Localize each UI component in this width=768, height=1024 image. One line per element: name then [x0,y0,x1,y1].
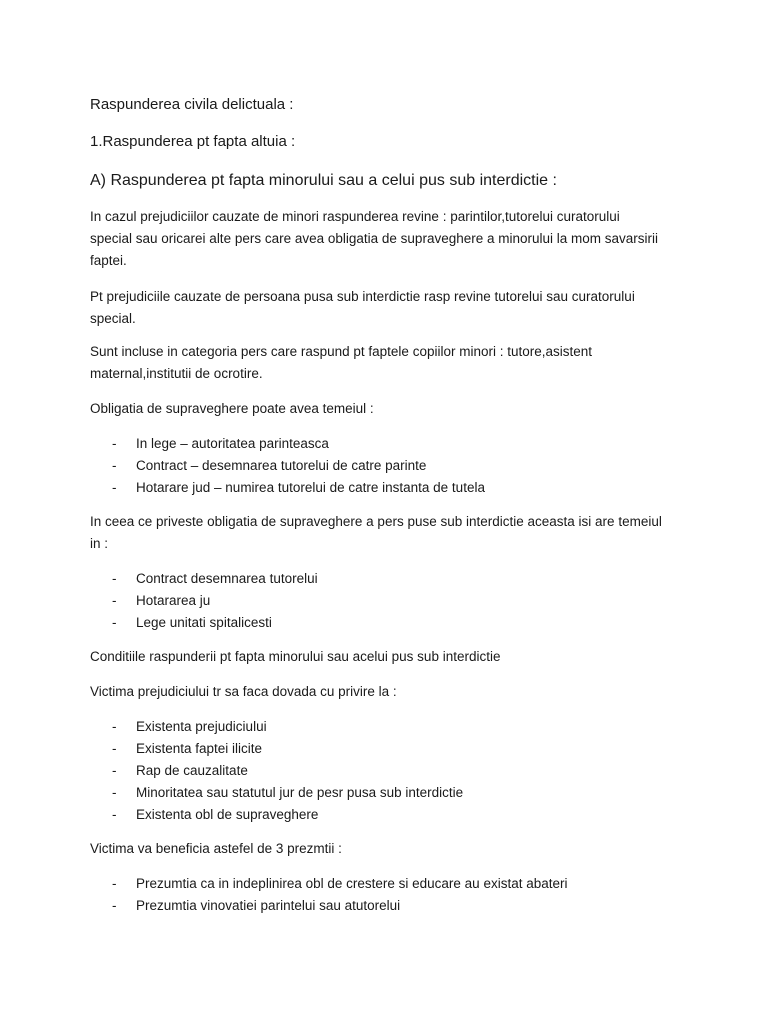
list-item-text: Rap de cauzalitate [136,763,248,778]
bullet-dash: - [112,898,117,913]
paragraph-1-line-3: faptei. [90,253,127,268]
list-item-text: Existenta faptei ilicite [136,741,263,756]
list-item-text: Contract – desemnarea tutorelui de catre parinte [136,458,427,473]
paragraph-5-line-1: In ceea ce priveste obligatia de supraveghere a pers puse sub interdictie aceasta isi are temeiul [90,514,662,529]
bullet-dash: - [112,763,117,778]
bullet-dash: - [112,458,117,473]
bullet-dash: - [112,593,117,608]
bullet-dash: - [112,719,117,734]
paragraph-1-line-2: special sau oricarei alte pers care avea obligatia de supraveghere a minorului la mom savarsirii [90,231,659,246]
paragraph-4: Obligatia de supraveghere poate avea temeiul : [90,401,374,416]
list-item-text: Contract desemnarea tutorelui [136,571,318,586]
bullet-dash: - [112,571,117,586]
document-title: Raspunderea civila delictuala : [90,96,294,113]
bullet-dash: - [112,807,117,822]
list-item-text: Existenta obl de supraveghere [136,807,319,822]
paragraph-1-line-1: In cazul prejudiciilor cauzate de minori raspunderea revine : parintilor,tutorelui curatorului [90,209,620,224]
bullet-dash: - [112,785,117,800]
bullet-dash: - [112,480,117,495]
list-item-text: Prezumtia vinovatiei parintelui sau atutorelui [136,898,401,913]
paragraph-7: Victima prejudiciului tr sa faca dovada cu privire la : [90,684,397,699]
paragraph-6: Conditiile raspunderii pt fapta minorului sau acelui pus sub interdictie [90,649,501,664]
list-item-text: Prezumtia ca in indeplinirea obl de crestere si educare au existat abateri [136,876,568,891]
paragraph-3-line-2: maternal,institutii de ocrotire. [90,366,263,381]
list-item-text: In lege – autoritatea parinteasca [136,436,329,451]
section-heading-1: 1.Raspunderea pt fapta altuia : [90,133,296,150]
list-item-text: Hotararea ju [136,593,211,608]
list-item-text: Lege unitati spitalicesti [136,615,272,630]
list-item-text: Existenta prejudiciului [136,719,267,734]
paragraph-5-line-2: in : [90,536,109,551]
list-item-text: Hotarare jud – numirea tutorelui de catre instanta de tutela [136,480,485,495]
bullet-dash: - [112,615,117,630]
bullet-dash: - [112,436,117,451]
bullet-dash: - [112,876,117,891]
list-item-text: Minoritatea sau statutul jur de pesr pusa sub interdictie [136,785,464,800]
subsection-heading-a: A) Raspunderea pt fapta minorului sau a celui pus sub interdictie : [90,172,557,189]
paragraph-2-line-1: Pt prejudiciile cauzate de persoana pusa sub interdictie rasp revine tutorelui sau curatorului [90,289,635,304]
bullet-dash: - [112,741,117,756]
paragraph-2-line-2: special. [90,311,136,326]
paragraph-3-line-1: Sunt incluse in categoria pers care raspund pt faptele copiilor minori : tutore,asistent [90,344,593,359]
paragraph-8: Victima va beneficia astefel de 3 prezmtii : [90,841,342,856]
